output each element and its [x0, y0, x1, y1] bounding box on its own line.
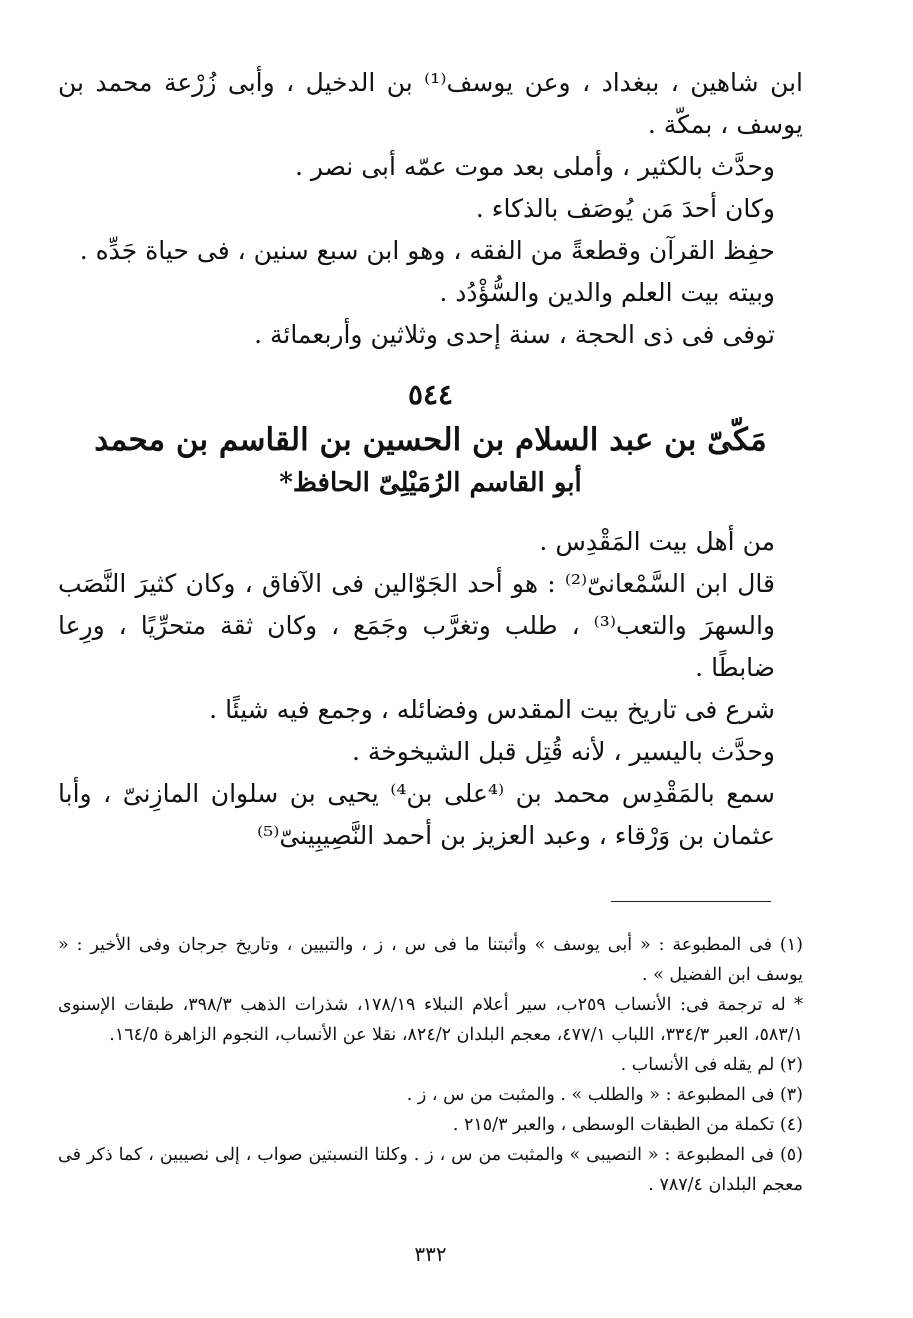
paragraph: شرع فى تاريخ بيت المقدس وفضائله ، وجمع فيه شيئًا .	[209, 695, 775, 724]
entry-kunya-heading: أبو القاسم الرُمَيْلِىّ الحافظ*	[279, 468, 582, 498]
footnote: (١) فى المطبوعة : « أبى يوسف » وأثبتنا ما فى س ، ز ، والتبيين ، وتاريخ جرجان وفى الأخير : « يوسف ابن الفضيل » .	[58, 935, 803, 985]
paragraph: من أهل بيت المَقْدِس .	[539, 527, 775, 556]
footnote: (٥) فى المطبوعة : « النصيبى » والمثبت من س ، ز . وكلتا النسبتين صواب ، إلى نصيبين ، كما ذكر فى معجم البلدان ٧٨٧/٤ .	[58, 1145, 803, 1195]
page-number: ٣٣٢	[414, 1242, 447, 1266]
footnote-divider	[611, 901, 771, 902]
book-page	[58, 62, 803, 1318]
footnote: (٢) لم يقله فى الأنساب .	[620, 1055, 803, 1075]
entry-name-heading: مَكّىّ بن عبد السلام بن الحسين بن القاسم بن محمد	[94, 422, 767, 458]
footnote: (٣) فى المطبوعة : « والطلب » . والمثبت من س ، ز .	[406, 1085, 803, 1105]
paragraph: توفى فى ذى الحجة ، سنة إحدى وثلاثين وأربعمائة .	[254, 320, 775, 349]
continued-paragraph: ابن شاهين ، ببغداد ، وعن يوسف⁽¹⁾ بن الدخيل ، وأبى زُرْعة محمد بن يوسف ، بمكّة .	[58, 68, 803, 139]
paragraph: قال ابن السَّمْعانىّ⁽²⁾ : هو أحد الجَوّالين فى الآفاق ، وكان كثيرَ النَّصَب والسهرَ والتعب⁽³⁾ ، طلب وتغرَّب وجَمَع ، وكان ثقة متحرِّيًا ، ورِعا ضابطًا .	[58, 569, 775, 682]
paragraph: وبيته بيت العلم والدين والسُّؤْدُد .	[439, 278, 775, 307]
paragraph: سمع بالمَقْدِس محمد بن ⁽⁴على بن⁴⁾ يحيى بن سلوان المازِنىّ ، وأبا عثمان بن وَرْقاء ، وعبد العزيز بن أحمد النَّصِيبِينىّ⁽⁵⁾	[58, 779, 775, 850]
paragraph: حفِظ القرآن وقطعةً من الفقه ، وهو ابن سبع سنين ، فى حياة جَدِّه .	[79, 236, 775, 265]
footnotes-section	[58, 930, 803, 1200]
paragraph: وحدَّث باليسير ، لأنه قُتِل قبل الشيخوخة .	[352, 737, 775, 766]
paragraph: وكان أحدَ مَن يُوصَف بالذكاء .	[475, 194, 775, 223]
footnote: (٤) تكملة من الطبقات الوسطى ، والعبر ٢١٥/٣ .	[452, 1115, 803, 1135]
footnote: * له ترجمة فى: الأنساب ٢٥٩ب، سير أعلام النبلاء ١٧٨/١٩، شذرات الذهب ٣٩٨/٣، طبقات الإسنوى ٥٨٣/١، العبر ٣٣٤/٣، اللباب ٤٧٧/١، معجم البلدان ٨٢٤/٢، نقلا عن الأنساب، النجوم الزاهرة ١٦٤/٥.	[58, 995, 803, 1045]
paragraph: وحدَّث بالكثير ، وأملى بعد موت عمّه أبى نصر .	[294, 152, 775, 181]
entry-number: ٥٤٤	[407, 378, 454, 411]
